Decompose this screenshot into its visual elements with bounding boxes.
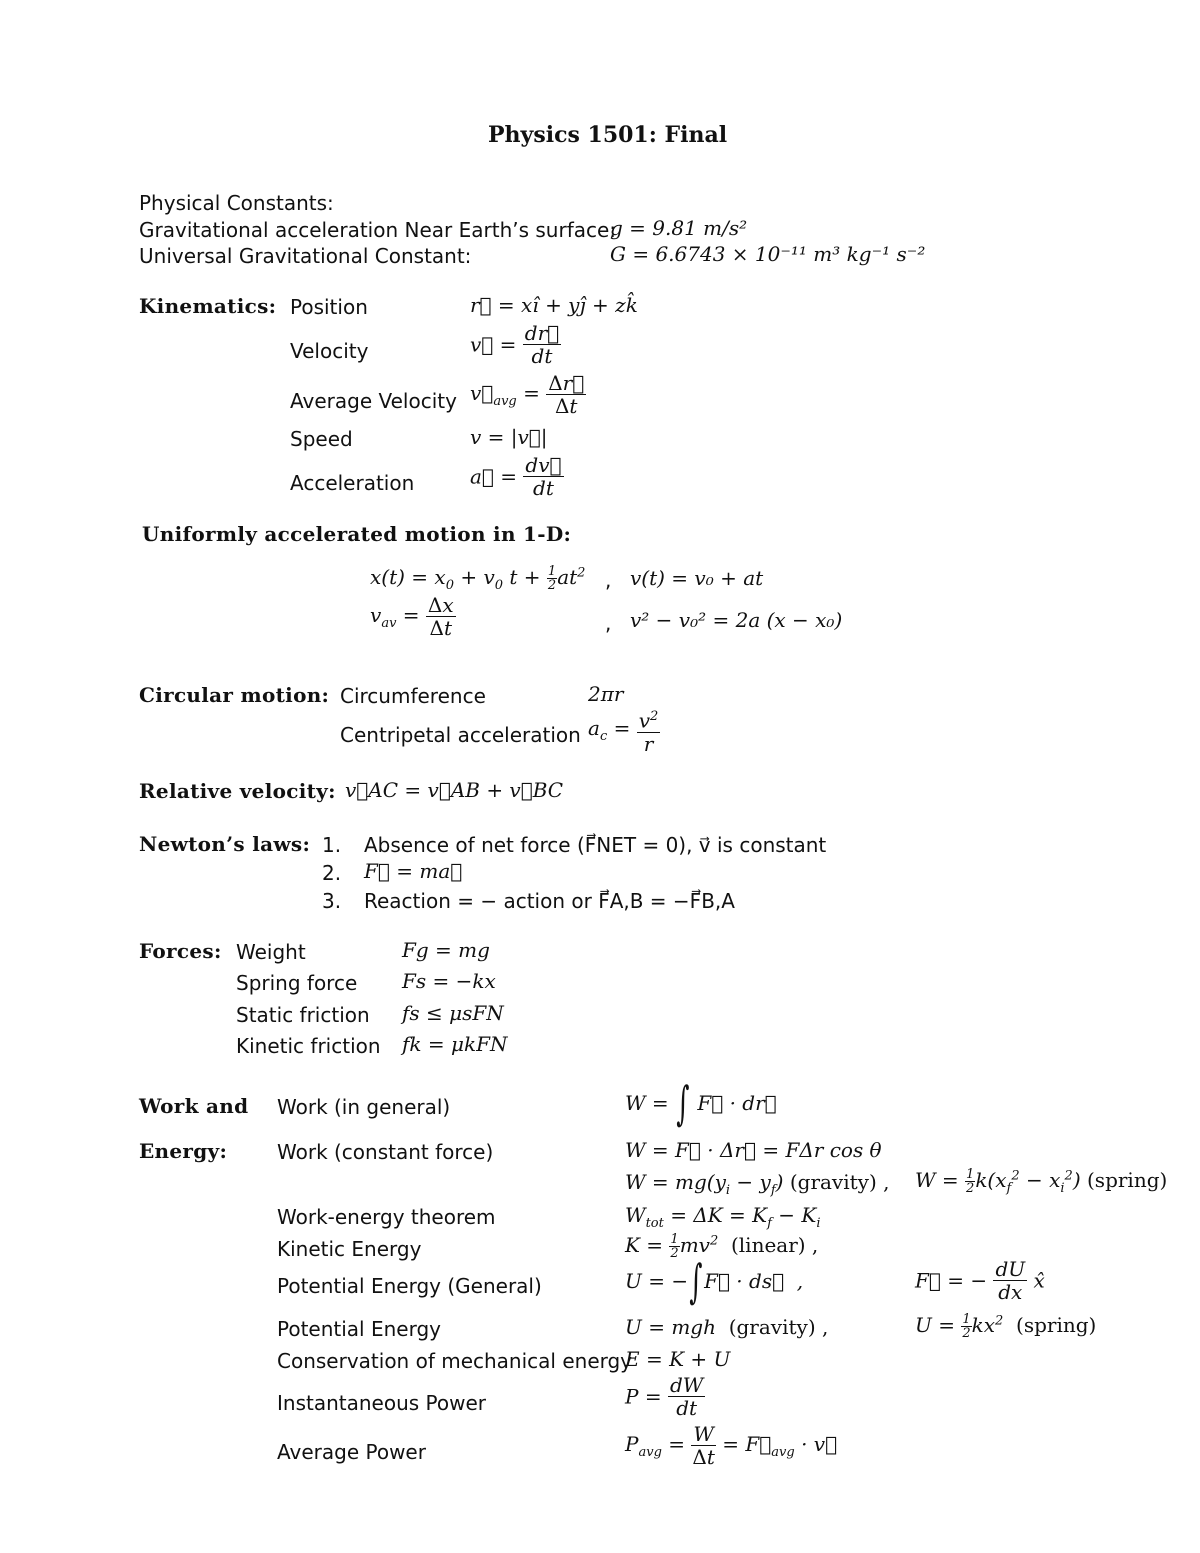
constants-heading: Physical Constants:: [139, 191, 334, 215]
uniform-x-t: $x(t) = x_0 + v_0$ t + $\frac{1}{2}$ $at^2$: [370, 564, 586, 593]
energy-formula-conservation: E = K + U: [625, 1347, 731, 1371]
kin-formula-avg-velocity: $v⃗_{avg}$ = $\frac{\Delta r⃗}{\Delta t}$: [470, 371, 585, 418]
force-formula-static: fs ≤ μsFN: [402, 1001, 504, 1025]
gravity-value: g = 9.81 m/s²: [610, 216, 748, 240]
kin-label-velocity: Velocity: [290, 339, 369, 363]
relative-heading: Relative velocity:: [139, 779, 336, 803]
centripetal-label: Centripetal acceleration: [340, 723, 581, 747]
energy-formula-potential-spring: U = $\frac{1}{2}$ $kx^2$ (spring): [915, 1312, 1097, 1341]
energy-label-potential-general: Potential Energy (General): [277, 1274, 542, 1298]
newton-num-1: 1.: [322, 833, 342, 857]
newton-num-2: 2.: [322, 861, 342, 885]
forces-heading: Forces:: [139, 939, 222, 963]
G-label: Universal Gravitational Constant:: [139, 244, 472, 268]
force-formula-kinetic: fk = μkFN: [402, 1032, 508, 1056]
circular-heading: Circular motion:: [139, 683, 330, 707]
uniform-heading: Uniformly accelerated motion in 1-D:: [142, 522, 572, 546]
energy-label-inst-power: Instantaneous Power: [277, 1391, 487, 1415]
energy-formula-work-constant: W = F⃗ · Δr⃗ = FΔr cos θ: [625, 1138, 882, 1162]
energy-label-work-general: Work (in general): [277, 1095, 451, 1119]
gravity-label: Gravitational acceleration Near Earth’s surface:: [139, 218, 617, 242]
kin-label-acceleration: Acceleration: [290, 471, 415, 495]
page-title: Physics 1501: Final: [488, 122, 728, 148]
energy-formula-potential-gravity: U = mgh (gravity) ,: [625, 1315, 829, 1339]
energy-label-kinetic: Kinetic Energy: [277, 1237, 422, 1261]
kinematics-heading: Kinematics:: [139, 294, 277, 318]
energy-formula-work-spring: W = $\frac{1}{2}$ $k(x_f^2 - x_i^2)$ (spring): [915, 1167, 1168, 1196]
force-formula-spring: Fs = −kx: [402, 969, 496, 993]
newton-heading: Newton’s laws:: [139, 832, 311, 856]
energy-label-potential: Potential Energy: [277, 1317, 441, 1341]
force-label-spring: Spring force: [236, 971, 358, 995]
energy-heading-2: Energy:: [139, 1139, 228, 1163]
energy-formula-potential-general: U = −∫F⃗ · ds⃗ ,: [625, 1254, 804, 1308]
energy-heading-1: Work and: [139, 1094, 249, 1118]
energy-formula-force-from-potential: F⃗ = − $\frac{dU}{dx}$ x̂: [915, 1257, 1045, 1304]
kin-label-speed: Speed: [290, 427, 353, 451]
energy-formula-work-general: W = ∫ F⃗ · dr⃗: [625, 1076, 777, 1130]
kin-formula-acceleration: a⃗ = $\frac{dv⃗}{dt}$: [470, 453, 562, 500]
newton-law-2: F⃗ = ma⃗: [364, 859, 463, 883]
relative-formula: v⃗AC = v⃗AB + v⃗BC: [345, 778, 564, 802]
energy-formula-avg-power: $P_{avg}$ = $\frac{W}{\Delta t}$ = $F⃗_{avg}$ · v⃗: [625, 1422, 838, 1469]
kin-label-avg-velocity: Average Velocity: [290, 389, 457, 413]
energy-formula-work-gravity: $W = mg(y_i - y_f)$ (gravity) ,: [625, 1170, 890, 1198]
energy-formula-work-energy: $W_{tot} = \Delta K = K_f - K_i$: [625, 1203, 821, 1231]
energy-label-work-energy: Work-energy theorem: [277, 1205, 496, 1229]
G-value: G = 6.6743 × 10⁻¹¹ m³ kg⁻¹ s⁻²: [610, 242, 926, 266]
newton-law-3: Reaction = − action or F⃗A,B = −F⃗B,A: [364, 889, 735, 913]
newton-num-3: 3.: [322, 889, 342, 913]
force-formula-weight: Fg = mg: [402, 938, 490, 962]
uniform-sep-2: ,: [605, 611, 612, 635]
uniform-vav: $v_{av}$ = $\frac{\Delta x}{\Delta t}$: [370, 593, 454, 640]
circumference-label: Circumference: [340, 684, 486, 708]
energy-formula-inst-power: P = $\frac{dW}{dt}$: [625, 1373, 704, 1420]
energy-formula-kinetic: K = $\frac{1}{2}$ $mv^2$ (linear) ,: [625, 1232, 819, 1261]
circumference-value: 2πr: [588, 682, 624, 706]
uniform-v-squared: v² − v₀² = 2a (x − x₀): [630, 608, 843, 632]
energy-label-work-constant: Work (constant force): [277, 1140, 494, 1164]
energy-label-conservation: Conservation of mechanical energy: [277, 1349, 633, 1373]
kin-formula-speed: v = |v⃗|: [470, 425, 548, 449]
kin-label-position: Position: [290, 295, 368, 319]
newton-law-1: Absence of net force (F⃗NET = 0), v⃗ is constant: [364, 833, 827, 857]
kin-formula-velocity: v⃗ = $\frac{dr⃗}{dt}$: [470, 321, 560, 368]
kin-formula-position: r⃗ = xî + yĵ + zk̂: [470, 293, 638, 317]
energy-label-avg-power: Average Power: [277, 1440, 426, 1464]
force-label-kinetic: Kinetic friction: [236, 1034, 381, 1058]
uniform-sep-1: ,: [605, 568, 612, 592]
force-label-static: Static friction: [236, 1003, 370, 1027]
force-label-weight: Weight: [236, 940, 306, 964]
uniform-v-t: v(t) = v₀ + at: [630, 566, 764, 590]
centripetal-value: $a_c$ = $\frac{v^2}{r}$: [588, 706, 660, 755]
